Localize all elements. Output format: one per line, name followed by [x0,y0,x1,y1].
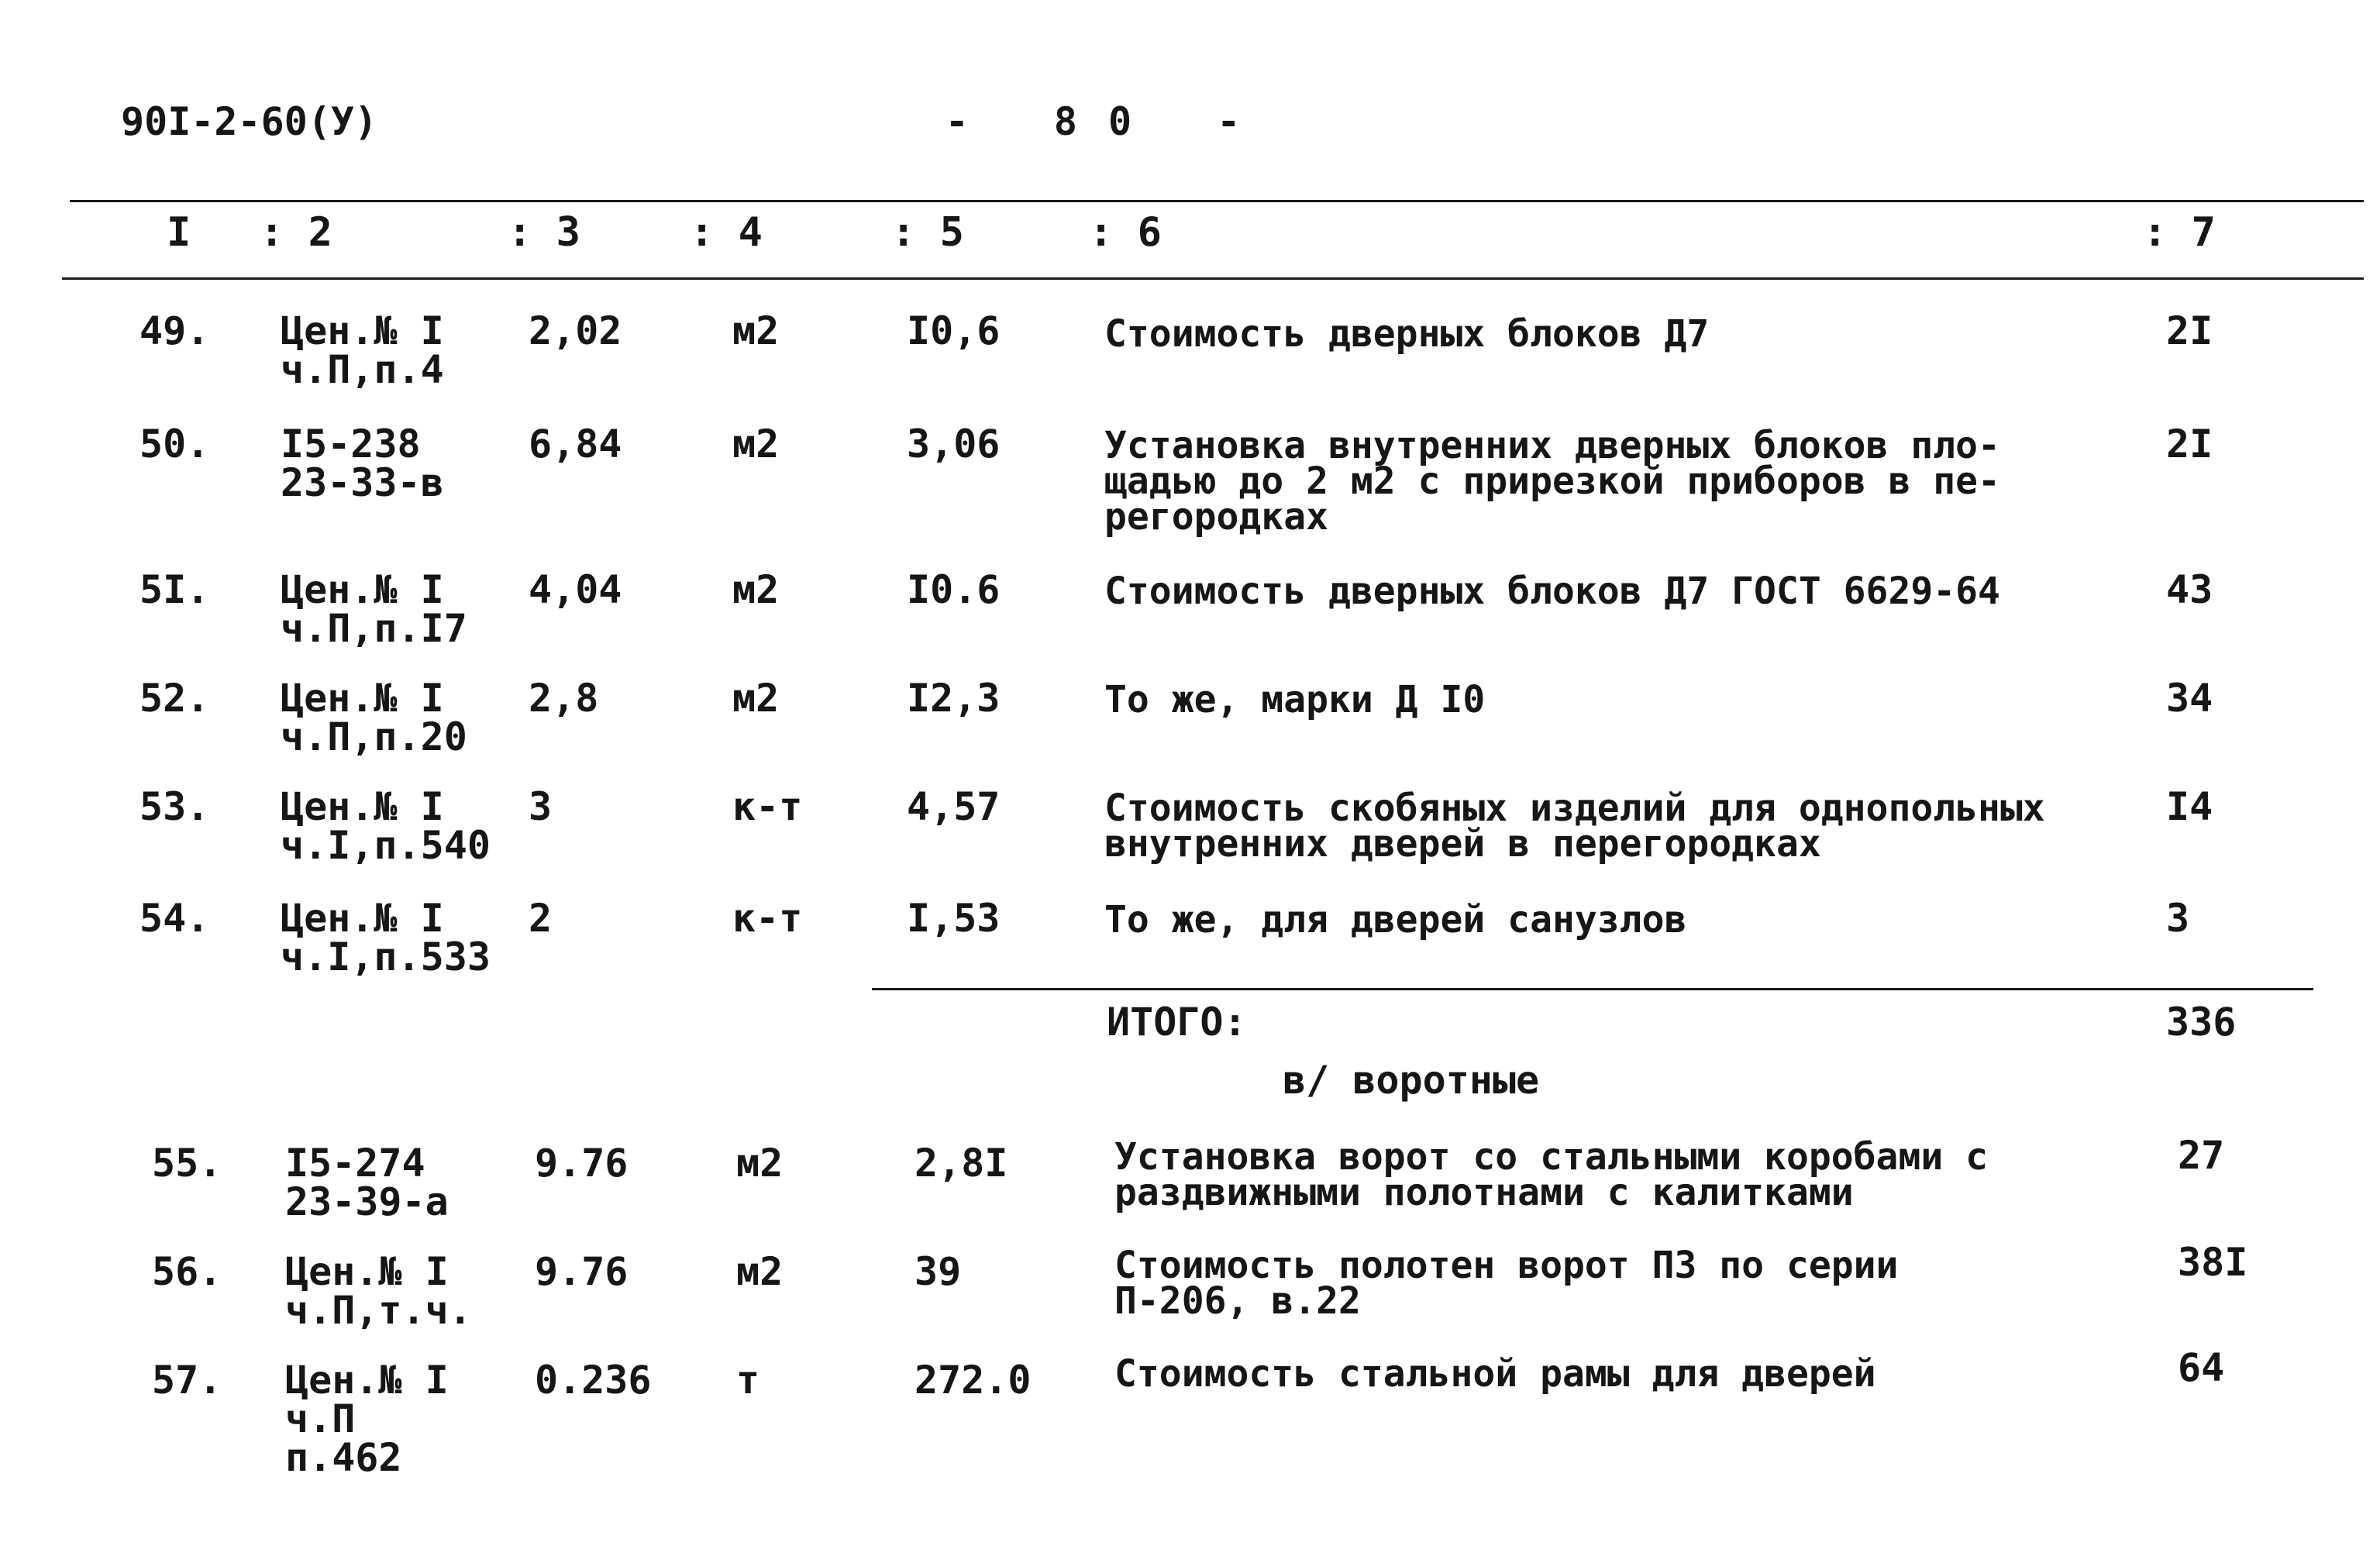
total: 34 [2166,676,2213,721]
price-reference: Цен.№ I ч.П,п.4 [281,308,444,392]
row-number: 55. [152,1141,222,1186]
description: Стоимость дверных блоков Д7 ГОСТ 6629-64 [1104,570,2000,613]
quantity: 6,84 [529,422,622,466]
document-code: 90I-2-60(У) [121,99,378,144]
price-reference: Цен.№ I ч.П п.462 [285,1358,449,1480]
row-number: 49. [139,308,210,353]
price-reference: Цен.№ I ч.I,п.540 [281,784,491,868]
row-number: 54. [139,896,210,941]
unit: м2 [732,676,780,721]
subtotal-rule [872,988,2313,990]
price-reference: Цен.№ I ч.П,т.ч. [285,1249,472,1333]
total: 64 [2178,1345,2225,1390]
total: 2I [2166,422,2213,466]
total: 2I [2166,308,2213,353]
table-top-rule [70,200,2364,202]
price-reference: Цен.№ I ч.П,п.20 [281,676,467,759]
quantity: 3 [529,784,553,829]
header-bottom-rule [62,277,2364,280]
unit-price: 2,8I [914,1141,1008,1186]
column-header-5: : 5 [891,209,964,256]
row-number: 50. [139,422,210,466]
quantity: 2,8 [529,676,599,721]
unit-price: 39 [914,1249,962,1294]
total: 27 [2178,1133,2225,1178]
column-header-7: : 7 [2143,209,2216,256]
description: Стоимость стальной рамы для дверей [1114,1352,1876,1396]
description: Установка внутренних дверных блоков пло-щадью до 2 м2 с прирезкой приборов в пе-регородках [1104,424,2000,539]
column-header-4: : 4 [690,209,763,256]
column-header-1: I [167,209,191,256]
quantity: 4,04 [529,567,622,612]
unit-price: 272.0 [914,1358,1032,1403]
unit-price: I0,6 [907,308,1001,353]
total: 3 [2166,896,2190,941]
quantity: 0.236 [535,1358,652,1403]
row-number: 53. [139,784,210,829]
column-header-2: : 2 [260,209,332,256]
column-header-6: : 6 [1089,209,1162,256]
unit-price: 4,57 [907,784,1001,829]
description: Установка ворот со стальными коробами с раздвижными полотнами с калитками [1114,1135,1989,1214]
page-header [0,99,2380,161]
section-title: в/ воротные [1283,1058,1540,1103]
unit-price: I,53 [907,896,1001,941]
unit: к-т [732,896,803,941]
page-number: - 80 - [945,99,1272,144]
unit: м2 [732,567,780,612]
quantity: 2 [529,896,553,941]
total: 43 [2166,567,2213,612]
subtotal-value: 336 [2166,1000,2237,1045]
price-reference: Цен.№ I ч.I,п.533 [281,896,491,979]
unit-price: I0.6 [907,567,1001,612]
description: Стоимость скобяных изделий для однопольных внутренних дверей в перегородках [1104,787,2045,866]
row-number: 57. [152,1358,222,1403]
unit: м2 [732,422,780,466]
unit: м2 [736,1141,784,1186]
description: То же, марки Д I0 [1104,678,1486,721]
row-number: 52. [139,676,210,721]
subtotal-label: ИТОГО: [1107,1000,1247,1045]
column-header-3: : 3 [508,209,580,256]
quantity: 9.76 [535,1249,629,1294]
total: 38I [2178,1240,2248,1285]
unit: к-т [732,784,803,829]
unit: м2 [732,308,780,353]
quantity: 9.76 [535,1141,629,1186]
unit-price: I2,3 [907,676,1001,721]
description: Стоимость дверных блоков Д7 [1104,312,1710,356]
unit-price: 3,06 [907,422,1001,466]
description: Стоимость полотен ворот П3 по серии П-206, в.22 [1114,1244,1899,1323]
price-reference: I5-274 23-39-а [285,1141,449,1224]
quantity: 2,02 [529,308,622,353]
price-reference: Цен.№ I ч.П,п.I7 [281,567,467,651]
row-number: 5I. [139,567,210,612]
price-reference: I5-238 23-33-в [281,422,444,505]
unit: м2 [736,1249,784,1294]
unit: т [736,1358,760,1403]
row-number: 56. [152,1249,222,1294]
description: То же, для дверей санузлов [1104,898,1687,942]
total: I4 [2166,784,2213,829]
